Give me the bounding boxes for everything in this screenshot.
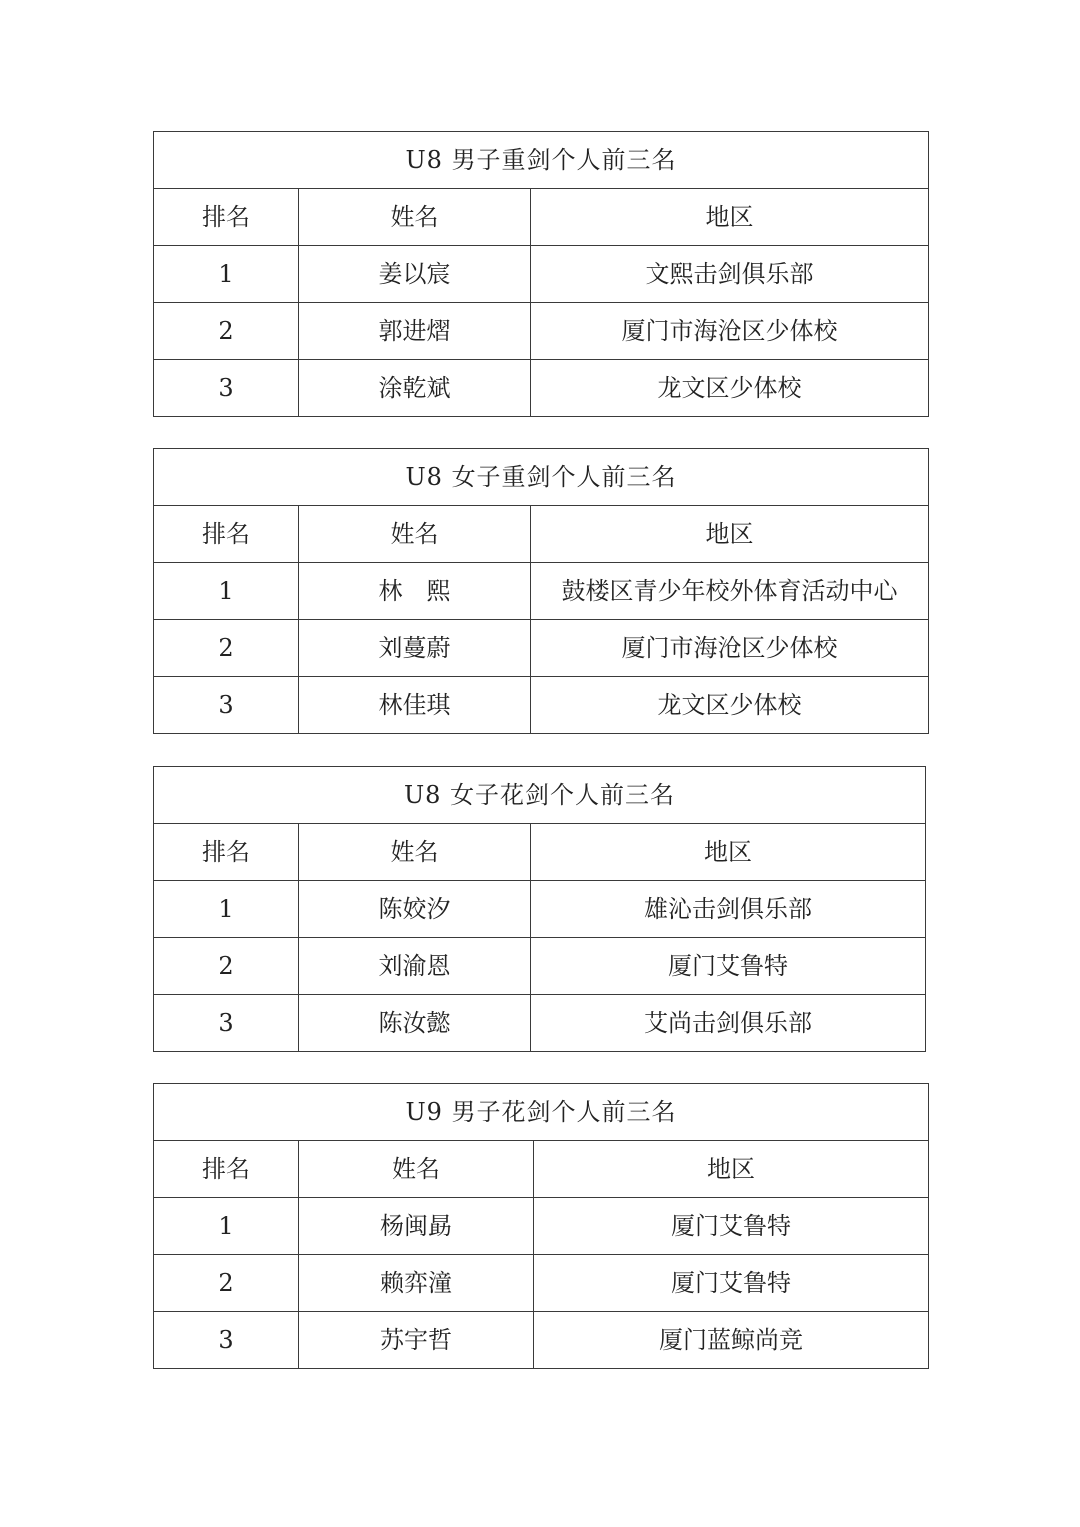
name-cell: 刘渝恩 (299, 938, 531, 995)
rank-cell: 2 (154, 1255, 299, 1312)
table-row (154, 563, 929, 620)
region-cell: 文熙击剑俱乐部 (531, 246, 929, 303)
region-cell: 龙文区少体校 (531, 677, 929, 734)
name-cell: 林佳琪 (299, 677, 531, 734)
table-row (154, 360, 929, 417)
table-row (154, 881, 926, 938)
region-cell: 厦门艾鲁特 (531, 938, 926, 995)
table-header-row (154, 824, 926, 881)
name-cell: 杨闽勗 (299, 1198, 534, 1255)
header-rank: 排名 (154, 824, 299, 881)
name-cell: 刘蔓蔚 (299, 620, 531, 677)
table-title-row (154, 767, 926, 824)
table-title-row (154, 1084, 929, 1141)
region-cell: 鼓楼区青少年校外体育活动中心 (531, 563, 929, 620)
results-table-u8-women-foil (153, 766, 926, 1052)
table-row (154, 1255, 929, 1312)
name-cell: 郭进熠 (299, 303, 531, 360)
name-cell: 姜以宸 (299, 246, 531, 303)
region-cell: 厦门艾鲁特 (534, 1198, 929, 1255)
rank-cell: 2 (154, 303, 299, 360)
name-cell: 苏宇哲 (299, 1312, 534, 1369)
region-cell: 厦门市海沧区少体校 (531, 620, 929, 677)
table-title: U8 女子花剑个人前三名 (154, 767, 926, 824)
rank-cell: 1 (154, 246, 299, 303)
table-header-row (154, 506, 929, 563)
results-table-u8-men-epee (153, 131, 929, 417)
name-cell: 陈姣汐 (299, 881, 531, 938)
rank-cell: 3 (154, 1312, 299, 1369)
table-title-row (154, 132, 929, 189)
rank-cell: 3 (154, 677, 299, 734)
table-title: U8 男子重剑个人前三名 (154, 132, 929, 189)
table-row (154, 1198, 929, 1255)
table-row (154, 677, 929, 734)
table-title-row (154, 449, 929, 506)
header-name: 姓名 (299, 189, 531, 246)
rank-cell: 1 (154, 881, 299, 938)
header-rank: 排名 (154, 506, 299, 563)
header-name: 姓名 (299, 824, 531, 881)
header-name: 姓名 (299, 1141, 534, 1198)
rank-cell: 1 (154, 563, 299, 620)
header-rank: 排名 (154, 1141, 299, 1198)
results-table-u9-men-foil (153, 1083, 929, 1369)
table-title: U8 女子重剑个人前三名 (154, 449, 929, 506)
name-cell: 赖弈潼 (299, 1255, 534, 1312)
header-region: 地区 (531, 189, 929, 246)
rank-cell: 2 (154, 938, 299, 995)
results-table-u8-women-epee (153, 448, 929, 734)
rank-cell: 2 (154, 620, 299, 677)
table-header-row (154, 1141, 929, 1198)
table-row (154, 246, 929, 303)
table-row (154, 1312, 929, 1369)
name-cell: 涂乾斌 (299, 360, 531, 417)
region-cell: 雄沁击剑俱乐部 (531, 881, 926, 938)
rank-cell: 1 (154, 1198, 299, 1255)
table-row (154, 303, 929, 360)
header-region: 地区 (534, 1141, 929, 1198)
region-cell: 厦门艾鲁特 (534, 1255, 929, 1312)
region-cell: 厦门蓝鲸尚竞 (534, 1312, 929, 1369)
table-row (154, 995, 926, 1052)
header-name: 姓名 (299, 506, 531, 563)
name-cell: 林 熙 (299, 563, 531, 620)
header-region: 地区 (531, 824, 926, 881)
table-row (154, 938, 926, 995)
region-cell: 厦门市海沧区少体校 (531, 303, 929, 360)
rank-cell: 3 (154, 995, 299, 1052)
rank-cell: 3 (154, 360, 299, 417)
region-cell: 艾尚击剑俱乐部 (531, 995, 926, 1052)
region-cell: 龙文区少体校 (531, 360, 929, 417)
header-region: 地区 (531, 506, 929, 563)
table-title: U9 男子花剑个人前三名 (154, 1084, 929, 1141)
header-rank: 排名 (154, 189, 299, 246)
table-row (154, 620, 929, 677)
name-cell: 陈汝懿 (299, 995, 531, 1052)
table-header-row (154, 189, 929, 246)
